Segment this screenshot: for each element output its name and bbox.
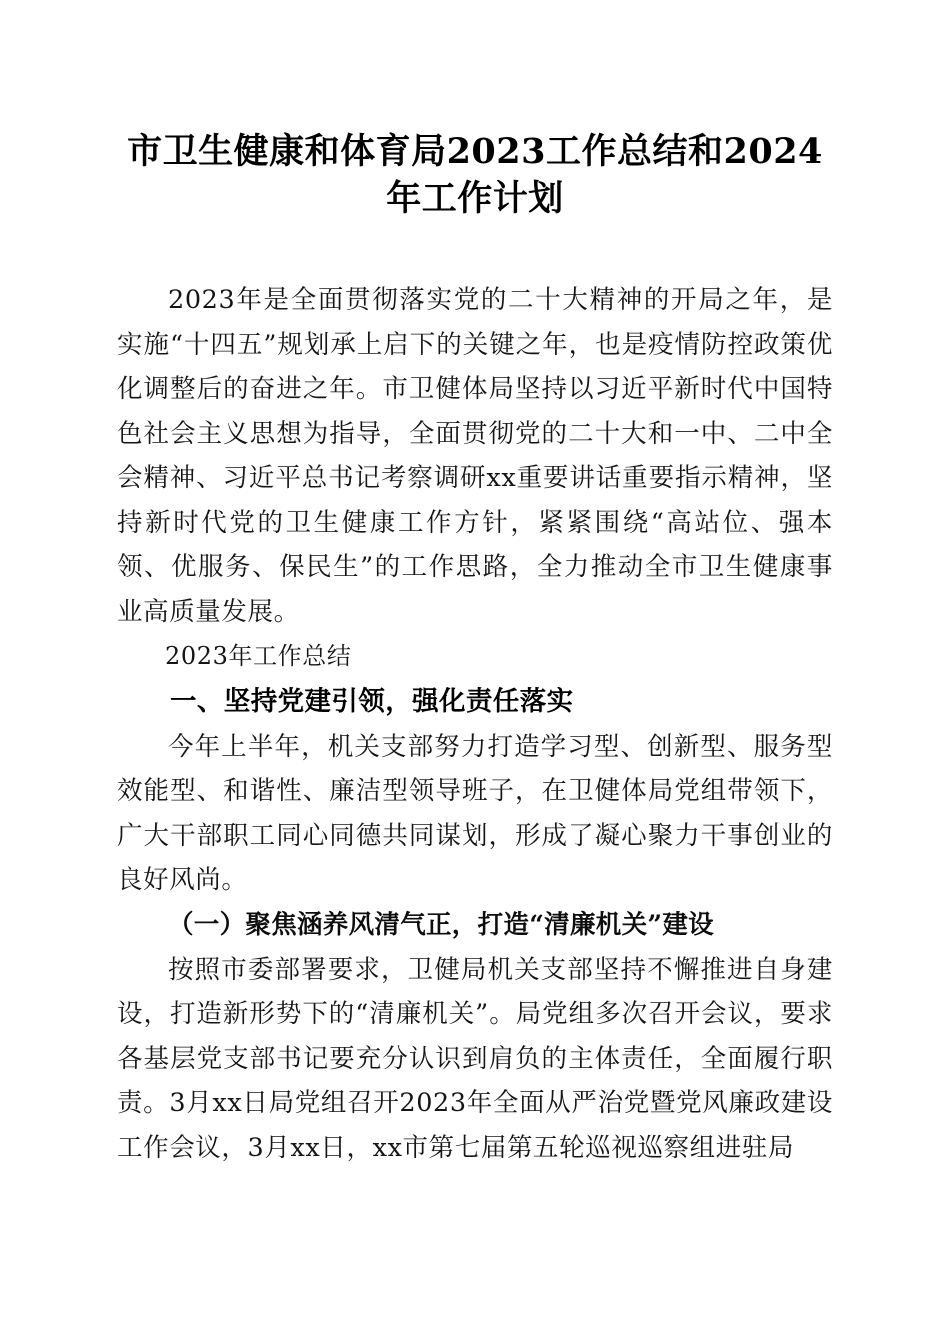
section-heading-one: 一、坚持党建引领，强化责任落实 bbox=[170, 685, 574, 717]
page-title: 市卫生健康和体育局2023工作总结和2024年工作计划 bbox=[127, 131, 823, 219]
title-spacer bbox=[117, 222, 833, 278]
part-label-2023-summary: 2023年工作总结 bbox=[165, 642, 352, 670]
subsection-one-1-paragraph: 按照市委部署要求，卫健局机关支部坚持不懈推进自身建设，打造新形势下的“清廉机关”。局党组多次召开会议，要求各基层党支部书记要充分认识到肩负的主体责任，全面履行职责。3月xx日局党组召开2023年全面从严治党暨党风廉政建设工作会议，3月xx日，xx市第七届第五轮巡视巡察组进驻局 bbox=[117, 954, 833, 1163]
subsection-heading-one-1: （一）聚焦涵养风清气正，打造“清廉机关”建设 bbox=[168, 909, 714, 940]
section-one-paragraph: 今年上半年，机关支部努力打造学习型、创新型、服务型效能型、和谐性、廉洁型领导班子，在卫健体局党组带领下，广大干部职工同心同德共同谋划，形成了凝心聚力干事创业的良好风尚。 bbox=[117, 731, 833, 895]
document-body bbox=[117, 278, 833, 1170]
intro-paragraph: 2023年是全面贯彻落实党的二十大精神的开局之年，是实施“十四五”规划承上启下的关键之年，也是疫情防控政策优化调整后的奋进之年。市卫健体局坚持以习近平新时代中国特色社会主义思想为指导，全面贯彻党的二十大和一中、二中全会精神、习近平总书记考察调研xx重要讲话重要指示精神，坚持新时代党的卫生健康工作方针，紧紧围绕“高站位、强本领、优服务、保民生”的工作思路，全力推动全市卫生健康事业高质量发展。 bbox=[117, 285, 833, 627]
